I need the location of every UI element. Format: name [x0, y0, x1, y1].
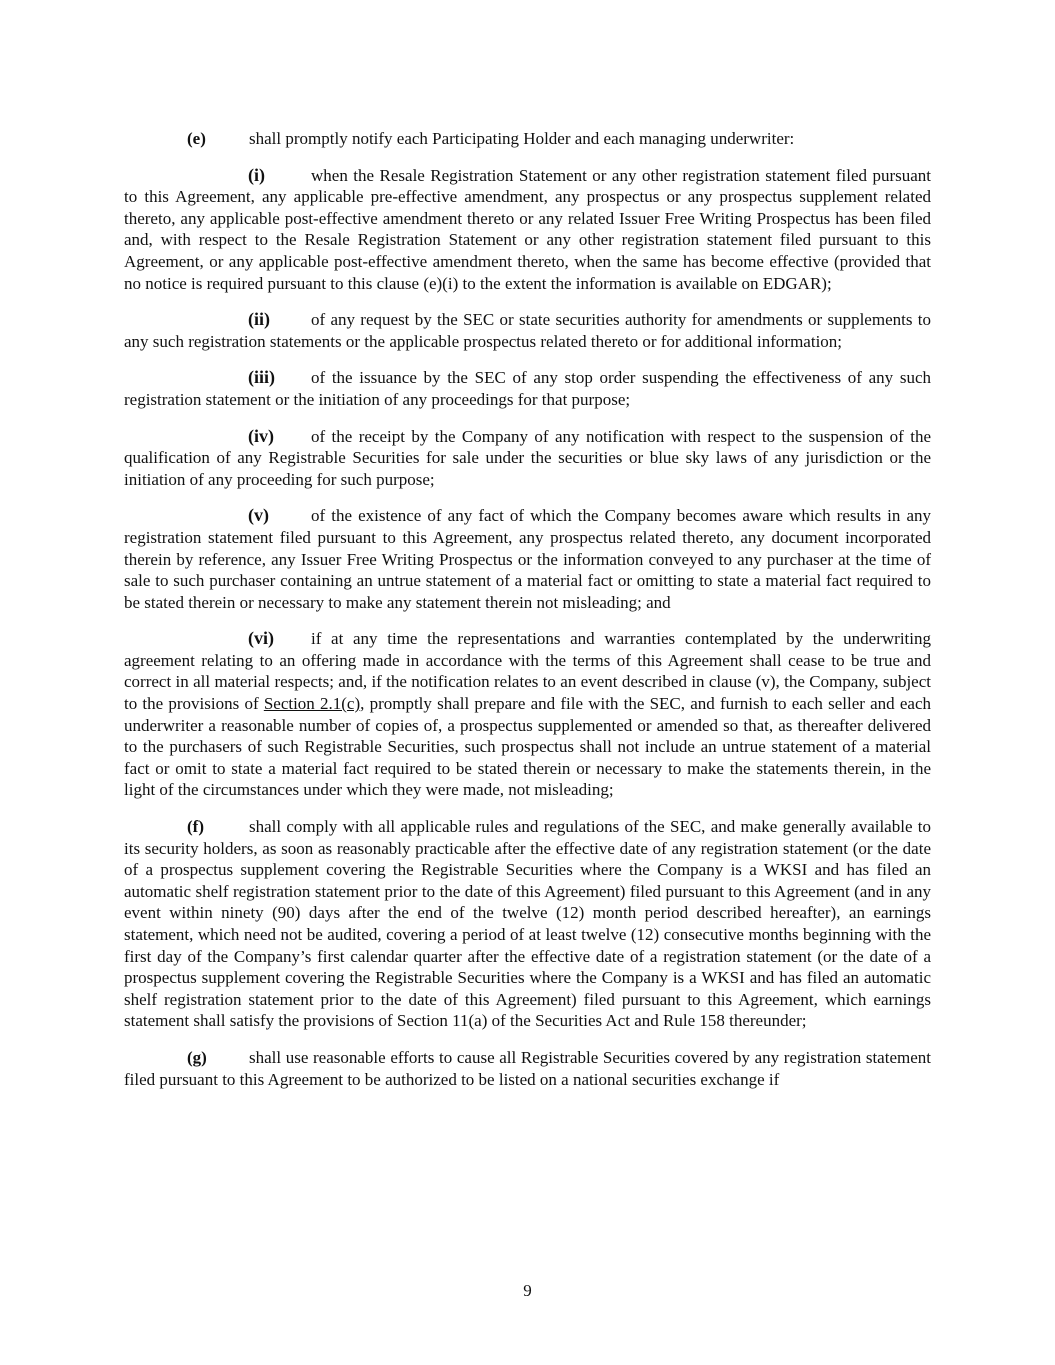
clause-e-label: (e) [187, 129, 206, 148]
clause-e-v-text: of the existence of any fact of which the Company becomes aware which results in any registration statement filed pursuant to this Agreement, any prospectus related thereto, any document incorporated therein by reference, any Issuer Free Writing Prospectus or the information conveyed to any purchaser at the time of sale to such purchaser containing an untrue statement of a material fact or omitting to state a material fact required to be stated therein or necessary to make any statement therein not misleading; and [124, 506, 931, 612]
clause-e-ii-label: (ii) [248, 309, 270, 330]
clause-e-text: shall promptly notify each Participating Holder and each managing underwriter: [249, 129, 795, 148]
section-2-1-c-link[interactable]: Section 2.1(c) [263, 694, 361, 714]
page-number: 9 [523, 1281, 532, 1300]
clause-e-vi-label: (vi) [248, 628, 274, 649]
clause-g-text: shall use reasonable efforts to cause all Registrable Securities covered by any registration statement filed pursuant to this Agreement to be authorized to be listed on a national securities exchange if [124, 1047, 931, 1089]
clause-e-iv-text: of the receipt by the Company of any notification with respect to the suspension of the qualification of any Registrable Securities for sale under the securities or blue sky laws of any jurisdiction or the initiation of any proceeding for such purpose; [124, 426, 931, 489]
clause-e-iii-label: (iii) [248, 367, 275, 388]
clause-e-iii-text: of the issuance by the SEC of any stop order suspending the effectiveness of any such registration statement or the initiation of any proceedings for that purpose; [124, 368, 931, 409]
clause-e-iv-label: (iv) [248, 425, 274, 446]
clause-e-vi [124, 628, 931, 801]
clause-g-label: (g) [187, 1047, 207, 1067]
clause-f [124, 816, 931, 1032]
clause-e-i-label: (i) [248, 164, 265, 185]
clause-e-v-label: (v) [248, 505, 269, 526]
clause-g [124, 1047, 931, 1090]
document-page [124, 128, 931, 1090]
clause-f-label: (f) [187, 817, 204, 837]
clause-e-vi-text-before: if at any time the representations and warranties contemplated by the underwriting agreement relating to an offering made in accordance with the terms of this Agreement shall cease to be true and correct in all material respects; and, if the notification relates to an event described in clause (v), the Company, subject to the provisions of [124, 629, 931, 714]
clause-e [124, 128, 931, 150]
clause-e-vi-text-after: , promptly shall prepare and file with the SEC, and furnish to each seller and each underwriter a reasonable number of copies of, a prospectus supplemented or amended so that, as thereafter delivered to the purchasers of such Registrable Securities, such prospectus shall not include an untrue statement of a material fact or omit to state a material fact required to be stated therein or necessary to make the statements therein, in the light of the circumstances under which they were made, not misleading; [124, 694, 931, 800]
clause-e-ii [124, 309, 931, 352]
clause-e-iii [124, 367, 931, 410]
clause-e-i [124, 165, 931, 295]
clause-f-text: shall comply with all applicable rules and regulations of the SEC, and make generally available to its security holders, as soon as reasonably practicable after the effective date of any registration statement (or the date of a prospectus supplement covering the Registrable Securities where the Company is a WKSI and has filed an automatic shelf registration statement prior to the date of this Agreement) filed pursuant to this Agreement (and in any event within ninety (90) days after the end of the twelve (12) month period described hereafter), an earnings statement, which need not be audited, covering a period of at least twelve (12) consecutive months beginning with the first day of the Company’s first calendar quarter after the effective date of a registration statement (or the date of a prospectus supplement covering the Registrable Securities where the Company is a WKSI and has filed an automatic shelf registration statement prior to the date of this Agreement) filed pursuant to this Agreement, which earnings statement shall satisfy the provisions of Section 11(a) of the Securities Act and Rule 158 thereunder; [124, 817, 931, 1031]
clause-e-ii-text: of any request by the SEC or state securities authority for amendments or supplements to any such registration statements or the applicable prospectus related thereto or for additional information; [124, 310, 931, 351]
clause-e-iv [124, 426, 931, 491]
clause-e-i-text: when the Resale Registration Statement or any other registration statement filed pursuant to this Agreement, any applicable pre-effective amendment, any prospectus or any prospectus supplement related thereto, any applicable post-effective amendment thereto or any related Issuer Free Writing Prospectus has been filed and, with respect to the Resale Registration Statement or any other registration statement filed pursuant to this Agreement, or any applicable post-effective amendment thereto, when the same has become effective (provided that no notice is required pursuant to this clause (e)(i) to the extent the information is available on EDGAR); [124, 165, 931, 293]
clause-e-v [124, 505, 931, 613]
